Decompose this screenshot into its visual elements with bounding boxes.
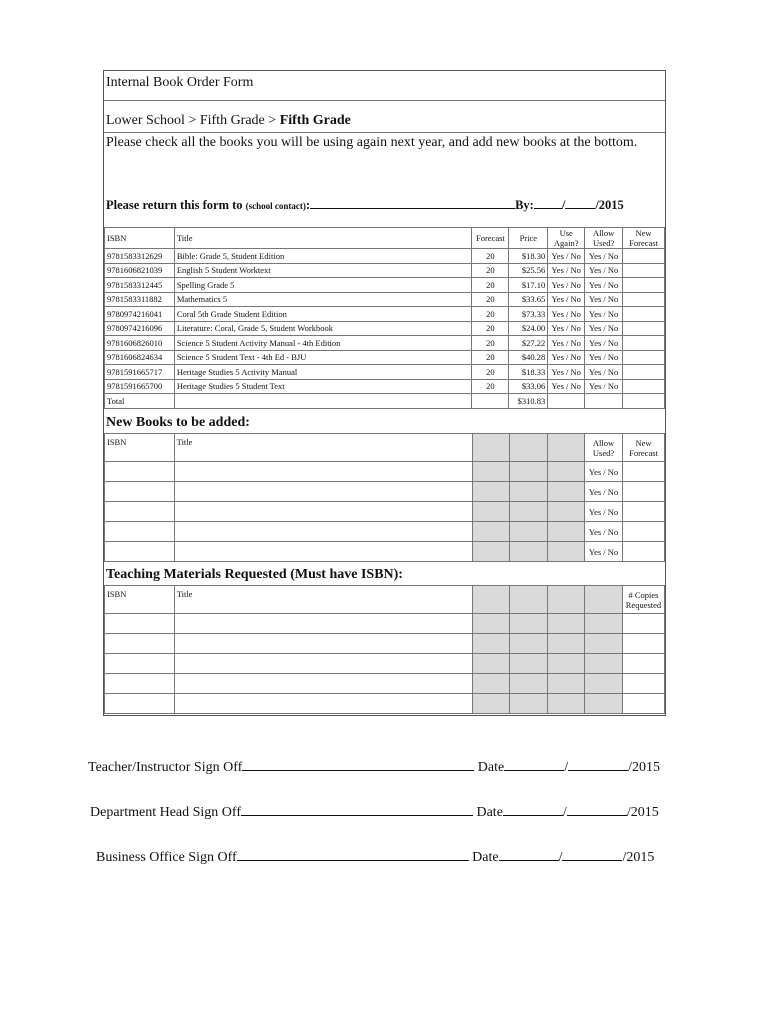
row-title: Heritage Studies 5 Student Text [174,379,472,394]
row-allow-used[interactable]: Yes / No [585,379,623,394]
teaching-isbn-field[interactable] [105,694,175,714]
header-isbn: ISBN [105,586,175,614]
row-title: Science 5 Student Text - 4th Ed - BJU [174,350,472,365]
header-copies-line1: # Copies [628,589,659,600]
return-year: /2015 [595,198,624,212]
shaded-cell [472,586,509,614]
row-title: English 5 Student Worktext [174,263,472,278]
shaded-cell [548,654,585,674]
row-use-again[interactable]: Yes / No [548,321,585,336]
table-row [105,350,665,365]
signoff-teacher [88,759,660,776]
teaching-title-field[interactable] [174,634,472,654]
breadcrumb-separator: > [188,113,197,128]
table-row [105,614,665,634]
date-separator: / [564,760,569,775]
row-price: $27.22 [509,336,548,351]
shaded-cell [509,542,548,562]
teaching-isbn-field[interactable] [105,614,175,634]
shaded-cell [472,522,509,542]
header-allow-used-line1: Allow [592,437,615,448]
teaching-materials-table [104,585,665,714]
row-price: $33.65 [509,292,548,307]
row-allow-used[interactable]: Yes / No [585,462,623,482]
row-forecast: 20 [472,350,509,365]
shaded-cell [548,502,585,522]
header-use-again-line1: Use [559,228,573,238]
row-isbn: 9781606821039 [105,263,175,278]
shaded-cell [509,614,548,634]
signoff-department-head [90,804,659,821]
shaded-cell [585,586,623,614]
table-row [105,694,665,714]
table-row [105,307,665,322]
header-allow-used-line2: Used? [593,238,615,248]
row-new-forecast-field[interactable] [623,350,665,365]
return-colon: : [305,198,311,212]
books-table-header [105,228,665,249]
row-allow-used[interactable]: Yes / No [585,321,623,336]
books-table [104,227,665,409]
row-price: $25.56 [509,263,548,278]
row-price: $73.33 [509,307,548,322]
row-price: $40.28 [509,350,548,365]
row-price: $18.30 [509,249,548,264]
shaded-cell [509,482,548,502]
table-row [105,321,665,336]
teaching-title-field[interactable] [174,694,472,714]
breadcrumb [106,113,351,129]
row-allow-used[interactable]: Yes / No [585,292,623,307]
row-isbn: 9781583312445 [105,278,175,293]
date-separator: / [558,850,563,865]
total-price: $310.83 [509,394,548,409]
new-title-field[interactable] [174,542,472,562]
row-title: Literature: Coral, Grade 5, Student Workbook [174,321,472,336]
shaded-cell [472,694,509,714]
shaded-cell [548,694,585,714]
row-forecast: 20 [472,278,509,293]
shaded-cell [585,614,623,634]
breadcrumb-current: Fifth Grade [279,113,351,128]
shaded-cell [548,634,585,654]
date-label: Date [477,760,505,775]
table-row [105,654,665,674]
shaded-cell [472,674,509,694]
new-isbn-field[interactable] [105,482,175,502]
table-row [105,278,665,293]
return-month-field[interactable] [534,197,562,209]
teaching-materials-heading: Teaching Materials Requested (Must have ISBN): [106,567,403,582]
row-use-again[interactable]: Yes / No [548,249,585,264]
date-separator: / [562,805,567,820]
row-use-again[interactable]: Yes / No [548,365,585,380]
table-row [105,522,665,542]
row-isbn: 9780974216096 [105,321,175,336]
row-forecast: 20 [472,379,509,394]
shaded-cell [472,434,509,462]
new-forecast-field[interactable] [622,482,664,502]
table-row [105,634,665,654]
row-new-forecast-field[interactable] [623,379,665,394]
signature-field[interactable] [241,804,473,816]
shaded-cell [509,694,548,714]
shaded-cell [548,462,585,482]
row-forecast: 20 [472,263,509,278]
shaded-cell [509,434,548,462]
breadcrumb-lower-school: Lower School [106,113,185,128]
row-isbn: 9780974216041 [105,307,175,322]
row-forecast: 20 [472,249,509,264]
header-forecast: Forecast [472,228,509,249]
shaded-cell [509,522,548,542]
header-new-forecast [623,228,665,249]
shaded-cell [585,654,623,674]
total-empty [174,394,472,409]
date-month-field[interactable] [503,804,563,816]
new-title-field[interactable] [174,502,472,522]
teaching-title-field[interactable] [174,674,472,694]
shaded-cell [472,462,509,482]
row-allow-used[interactable]: Yes / No [585,278,623,293]
row-new-forecast-field[interactable] [623,336,665,351]
copies-requested-field[interactable] [622,694,664,714]
shaded-cell [548,614,585,634]
header-new-forecast-line1: New [635,437,652,448]
shaded-cell [472,654,509,674]
row-isbn: 9781606824634 [105,350,175,365]
header-copies-line2: Requested [625,599,662,610]
row-isbn: 9781591665700 [105,379,175,394]
row-allow-used[interactable]: Yes / No [585,263,623,278]
row-isbn: 9781606826010 [105,336,175,351]
row-title: Science 5 Student Activity Manual - 4th Edition [174,336,472,351]
row-new-forecast-field[interactable] [623,292,665,307]
table-row [105,462,665,482]
row-isbn: 9781591665717 [105,365,175,380]
header-allow-used-line1: Allow [593,228,615,238]
total-empty [623,394,665,409]
table-row [105,482,665,502]
divider [104,100,665,101]
shaded-cell [472,482,509,502]
row-allow-used[interactable]: Yes / No [585,522,623,542]
row-allow-used[interactable]: Yes / No [585,336,623,351]
header-copies-requested [622,586,664,614]
new-title-field[interactable] [174,462,472,482]
date-label: Date [476,805,503,820]
total-empty [472,394,509,409]
table-row [105,336,665,351]
new-forecast-field[interactable] [622,522,664,542]
table-row [105,292,665,307]
by-label: By: [515,198,534,212]
signoff-business-office [96,849,654,866]
shaded-cell [509,462,548,482]
signature-field[interactable] [237,849,469,861]
table-row [105,263,665,278]
row-isbn: 9781583311882 [105,292,175,307]
row-new-forecast-field[interactable] [623,263,665,278]
book-order-form [103,70,666,716]
row-forecast: 20 [472,336,509,351]
row-use-again[interactable]: Yes / No [548,307,585,322]
date-separator: / [561,198,566,212]
new-isbn-field[interactable] [105,462,175,482]
shaded-cell [585,634,623,654]
row-use-again[interactable]: Yes / No [548,350,585,365]
breadcrumb-fifth-grade: Fifth Grade [199,113,265,128]
row-forecast: 20 [472,365,509,380]
row-new-forecast-field[interactable] [623,249,665,264]
row-price: $17.10 [509,278,548,293]
row-use-again[interactable]: Yes / No [548,263,585,278]
row-allow-used[interactable]: Yes / No [585,502,623,522]
header-new-forecast-line1: New [635,228,652,238]
header-title: Title [174,434,472,462]
copies-requested-field[interactable] [622,614,664,634]
copies-requested-field[interactable] [622,634,664,654]
header-isbn: ISBN [105,228,175,249]
header-allow-used [585,434,623,462]
shaded-cell [585,674,623,694]
total-row [105,394,665,409]
header-new-forecast [622,434,664,462]
header-use-again-line2: Again? [553,238,579,248]
shaded-cell [548,434,585,462]
date-year: /2015 [628,760,660,775]
table-row [105,249,665,264]
row-use-again[interactable]: Yes / No [548,336,585,351]
new-books-header [105,434,665,462]
row-allow-used[interactable]: Yes / No [585,365,623,380]
new-forecast-field[interactable] [622,462,664,482]
row-allow-used[interactable]: Yes / No [585,482,623,502]
row-title: Bible: Grade 5, Student Edition [174,249,472,264]
date-day-field[interactable] [567,804,627,816]
teaching-isbn-field[interactable] [105,634,175,654]
row-new-forecast-field[interactable] [623,278,665,293]
shaded-cell [509,634,548,654]
row-new-forecast-field[interactable] [623,365,665,380]
signoff-label: Teacher/Instructor Sign Off [88,760,243,775]
shaded-cell [548,522,585,542]
row-price: $24.00 [509,321,548,336]
shaded-cell [509,654,548,674]
shaded-cell [509,586,548,614]
new-books-heading: New Books to be added: [106,415,250,430]
date-label: Date [472,850,499,865]
row-price: $33.06 [509,379,548,394]
shaded-cell [509,502,548,522]
form-title: Internal Book Order Form [106,75,254,90]
row-use-again[interactable]: Yes / No [548,292,585,307]
row-title: Mathematics 5 [174,292,472,307]
header-allow-used-line2: Used? [592,447,615,458]
row-use-again[interactable]: Yes / No [548,278,585,293]
date-year: /2015 [626,805,659,820]
shaded-cell [548,586,585,614]
header-new-forecast-line2: Forecast [629,238,658,248]
table-row [105,365,665,380]
teaching-title-field[interactable] [174,614,472,634]
header-allow-used [585,228,623,249]
teaching-title-field[interactable] [174,654,472,674]
row-allow-used[interactable]: Yes / No [585,307,623,322]
new-forecast-field[interactable] [622,542,664,562]
shaded-cell [472,502,509,522]
teaching-header [105,586,665,614]
date-month-field[interactable] [499,849,559,861]
row-new-forecast-field[interactable] [623,321,665,336]
row-title: Heritage Studies 5 Activity Manual [174,365,472,380]
return-contact-hint: (school contact) [245,201,306,211]
teaching-isbn-field[interactable] [105,654,175,674]
shaded-cell [509,674,548,694]
instructions: Please check all the books you will be using again next year, and add new books at the bottom. [106,135,638,150]
header-title: Title [174,228,472,249]
new-isbn-field[interactable] [105,542,175,562]
shaded-cell [472,542,509,562]
row-forecast: 20 [472,307,509,322]
table-row [105,502,665,522]
shaded-cell [585,694,623,714]
return-label: Please return this form to [106,198,243,212]
new-books-table [104,433,665,562]
date-day-field[interactable] [568,759,628,771]
new-forecast-field[interactable] [622,502,664,522]
total-empty [585,394,623,409]
signature-field[interactable] [242,759,474,771]
row-allow-used[interactable]: Yes / No [585,249,623,264]
table-row [105,674,665,694]
signoff-label: Department Head Sign Off [90,805,241,820]
total-empty [548,394,585,409]
return-line [106,197,624,213]
row-price: $18.33 [509,365,548,380]
header-isbn: ISBN [105,434,175,462]
date-month-field[interactable] [504,759,564,771]
header-use-again [548,228,585,249]
date-year: /2015 [622,850,655,865]
return-day-field[interactable] [565,197,595,209]
teaching-isbn-field[interactable] [105,674,175,694]
row-title: Coral 5th Grade Student Edition [174,307,472,322]
table-row [105,379,665,394]
copies-requested-field[interactable] [622,654,664,674]
new-title-field[interactable] [174,482,472,502]
breadcrumb-separator: > [268,113,277,128]
row-forecast: 20 [472,321,509,336]
row-new-forecast-field[interactable] [623,307,665,322]
new-isbn-field[interactable] [105,522,175,542]
row-isbn: 9781583312629 [105,249,175,264]
shaded-cell [548,674,585,694]
shaded-cell [548,482,585,502]
shaded-cell [548,542,585,562]
total-label: Total [105,394,175,409]
row-title: Spelling Grade 5 [174,278,472,293]
date-day-field[interactable] [562,849,622,861]
header-title: Title [174,586,472,614]
row-allow-used[interactable]: Yes / No [585,350,623,365]
school-contact-field[interactable] [310,197,515,209]
header-new-forecast-line2: Forecast [629,447,658,458]
shaded-cell [472,614,509,634]
header-price: Price [509,228,548,249]
row-use-again[interactable]: Yes / No [548,379,585,394]
new-isbn-field[interactable] [105,502,175,522]
row-forecast: 20 [472,292,509,307]
new-title-field[interactable] [174,522,472,542]
copies-requested-field[interactable] [622,674,664,694]
table-row [105,542,665,562]
row-allow-used[interactable]: Yes / No [585,542,623,562]
shaded-cell [472,634,509,654]
signoff-label: Business Office Sign Off [96,850,237,865]
